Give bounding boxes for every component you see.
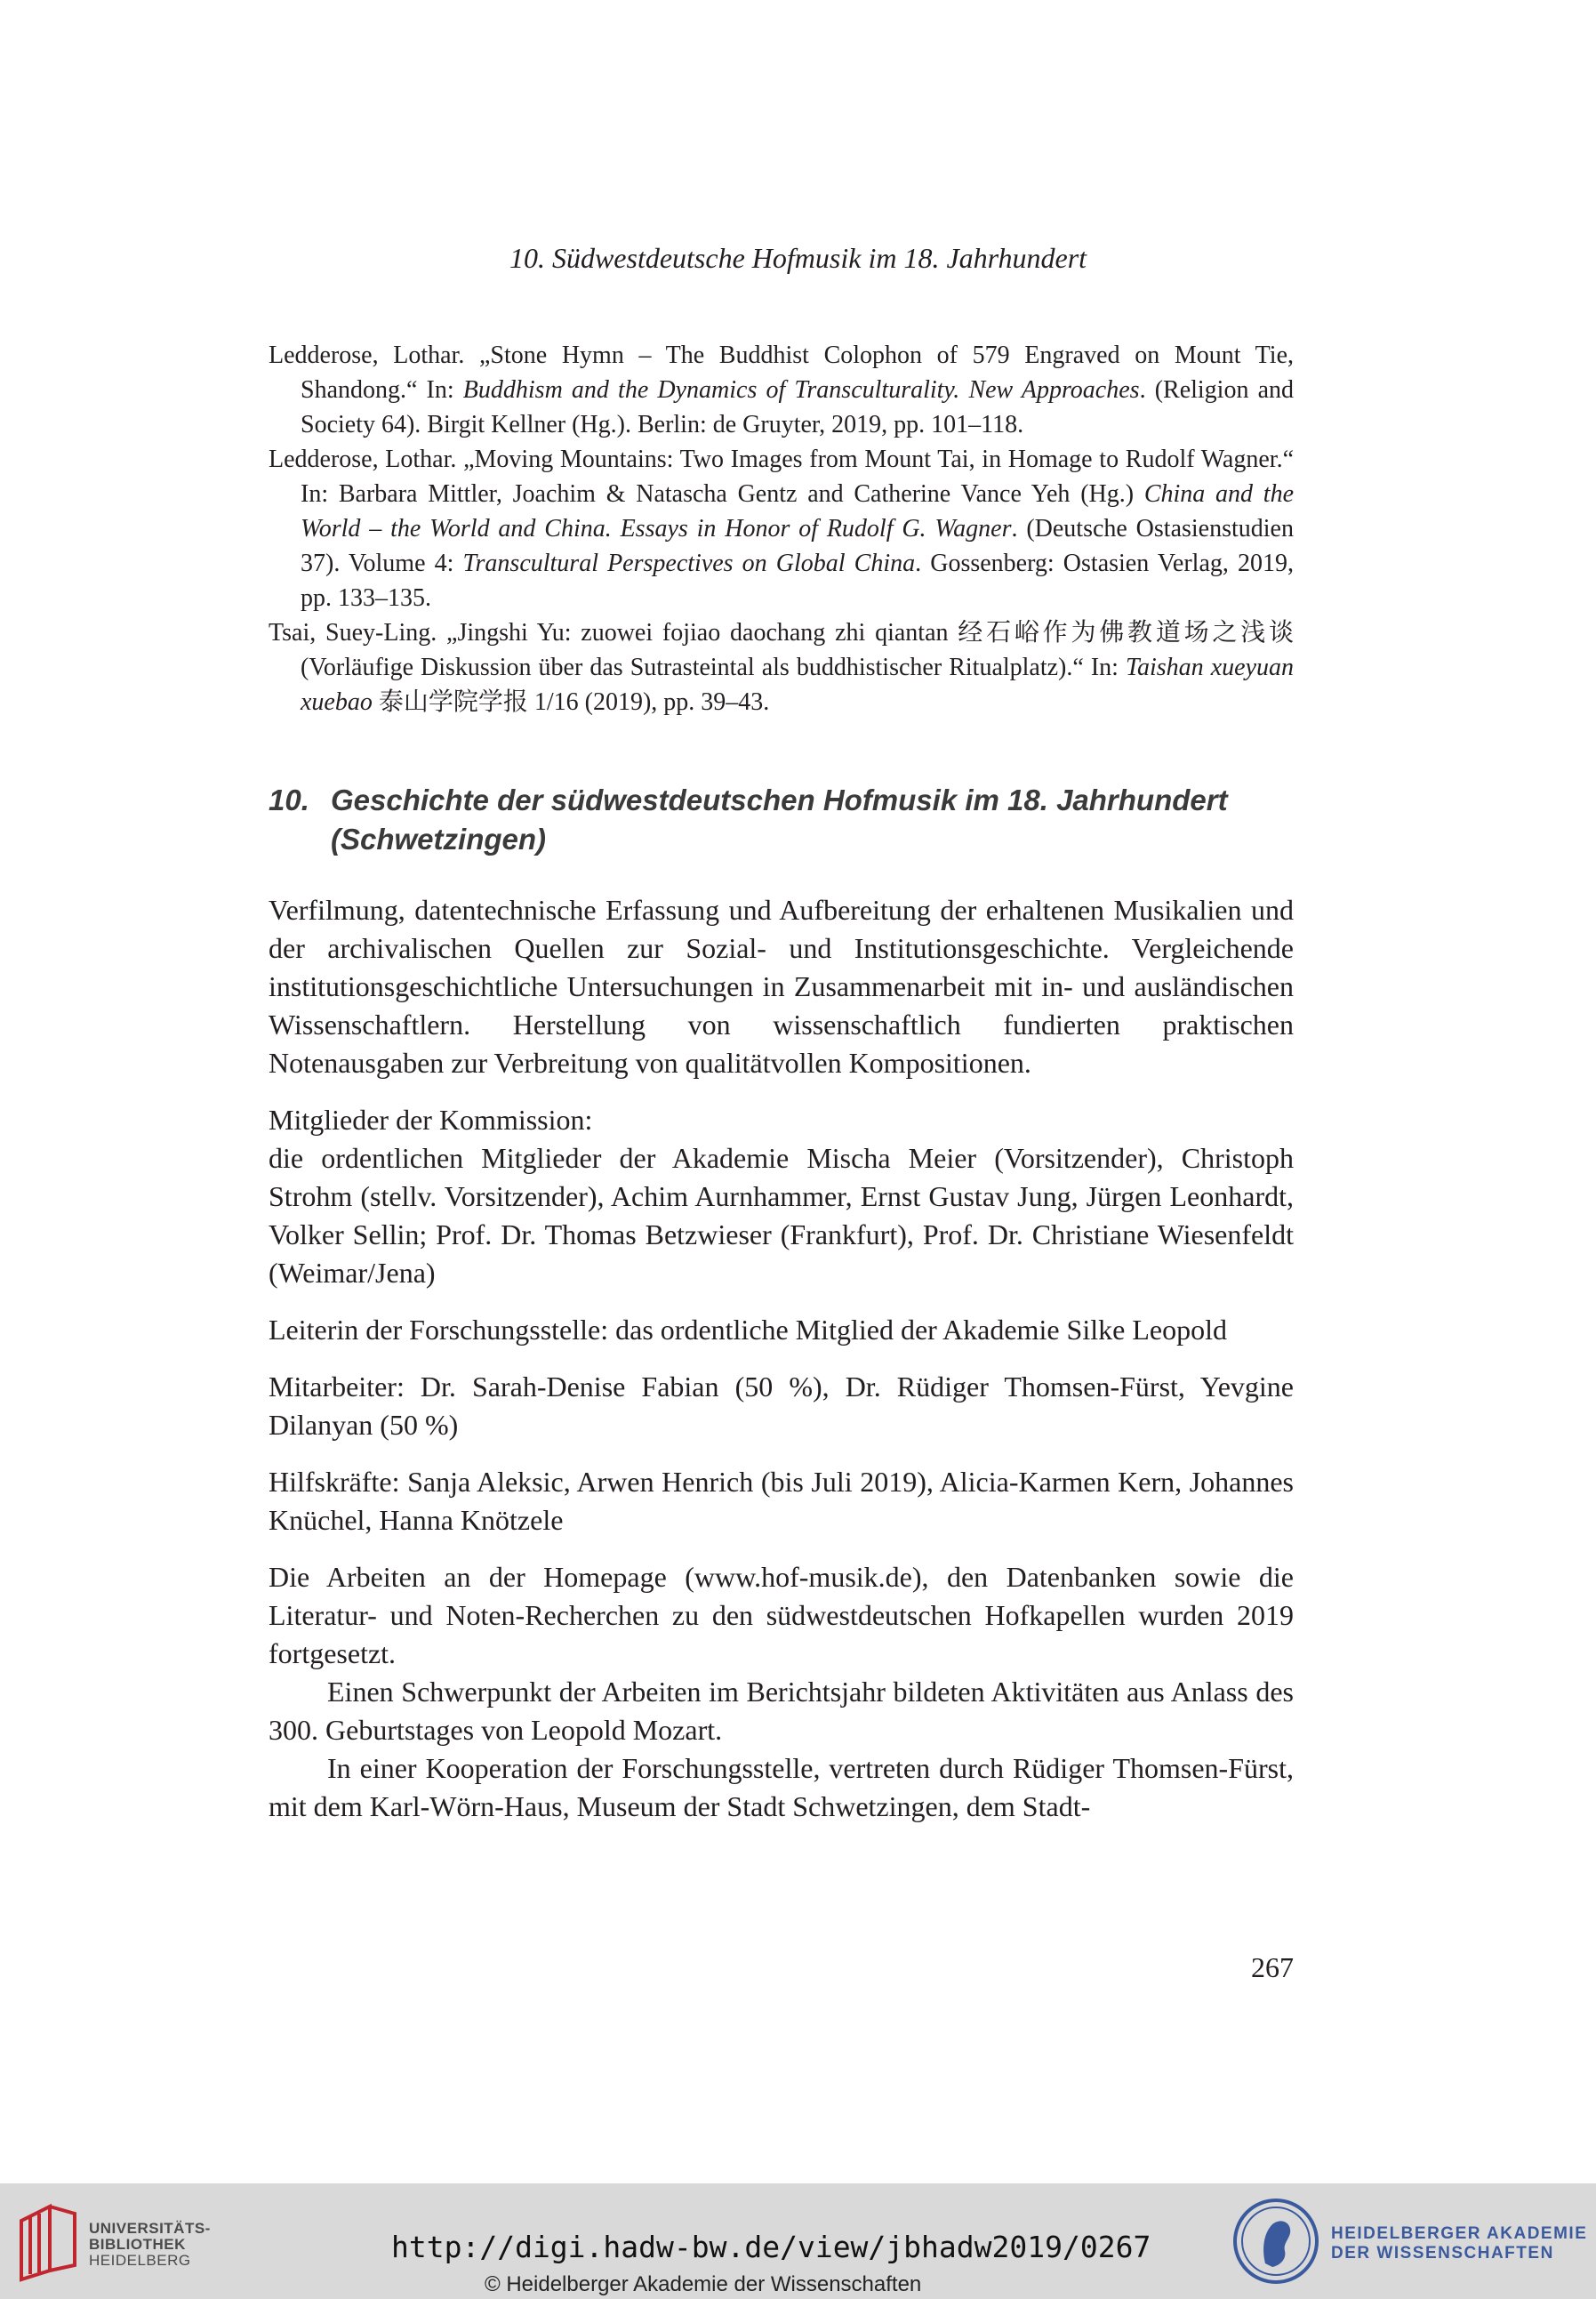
library-name-line: BIBLIOTHEK <box>89 2236 186 2253</box>
reference-text: Ledderose, Lothar. „Moving Mountains: Two Images from Mount Tai, in Homage to Rudolf Wagner.“ In: Barbara Mittler, Joachim & Natascha Gentz and Catherine Vance Yeh (Hg.) <box>269 446 1294 508</box>
reference-item <box>269 615 1294 719</box>
reference-list <box>269 338 1294 719</box>
reference-text: . Gossenberg: Ostasien Verlag, 2019, pp. 133–135. <box>301 550 1294 612</box>
source-url-link[interactable]: http://digi.hadw-bw.de/view/jbhadw2019/0267 <box>391 2230 1151 2264</box>
running-head: 10. Südwestdeutsche Hofmusik im 18. Jahrhundert <box>509 242 1087 274</box>
section-number: 10. <box>269 784 309 816</box>
paragraph: Einen Schwerpunkt der Arbeiten im Berichtsjahr bildeten Aktivitäten aus Anlass des 300. Geburtstages von Leopold Mozart. <box>269 1676 1294 1746</box>
reference-text: Ledderose, Lothar. „Stone Hymn – The Buddhist Colophon of 579 Engraved on Mount Tie, Shandong.“ In: <box>269 342 1294 404</box>
section-heading <box>269 781 1294 859</box>
academy-name <box>1331 2224 1587 2263</box>
reference-text: Tsai, Suey-Ling. „Jingshi Yu: zuowei fojiao daochang zhi qiantan 经石峪作为佛教道场之浅谈 (Vorläufige Diskussion über das Sutrasteintal als buddhistischer Ritualplatz).“ In: <box>269 619 1294 681</box>
reference-text: 泰山学院学报 1/16 (2019), pp. 39–43. <box>372 688 770 716</box>
reference-title: China and the World – the World and China. Essays in Honor of Rudolf G. Wagner <box>301 480 1295 543</box>
reference-title: Buddhism and the Dynamics of Transculturality. New Approaches <box>462 376 1140 404</box>
academy-name-line: HEIDELBERGER AKADEMIE <box>1331 2224 1588 2243</box>
academy-name-line: DER WISSENSCHAFTEN <box>1331 2244 1554 2263</box>
academy-seal-icon <box>1231 2194 1320 2288</box>
reference-text: . (Religion and Society 64). Birgit Kellner (Hg.). Berlin: de Gruyter, 2019, pp. 101–118. <box>301 376 1295 438</box>
body-text <box>269 891 1294 1826</box>
library-name <box>89 2221 211 2269</box>
members-paragraph: die ordentlichen Mitglieder der Akademie Mischa Meier (Vorsitzender), Christoph Strohm (stellv. Vorsitzender), Achim Aurnhammer, Ernst Gustav Jung, Jürgen Leonhardt, Volker Sellin; Prof. Dr. Thomas Betzwieser (Frankfurt), Prof. Dr. Christiane Wiesenfeldt (Weimar/Jena) <box>269 1142 1294 1289</box>
staff-paragraph: Mitarbeiter: Dr. Sarah-Denise Fabian (50 %), Dr. Rüdiger Thomsen-Fürst, Yevgine Dilanyan (50 %) <box>269 1371 1294 1441</box>
reference-title: Transcultural Perspectives on Global China <box>462 550 916 577</box>
library-logo-icon <box>16 2194 80 2283</box>
reference-title: Taishan xueyuan xuebao <box>301 654 1294 716</box>
library-name-line: UNIVERSITÄTS- <box>89 2220 211 2237</box>
page-number: 267 <box>1251 1951 1294 1983</box>
intro-paragraph: Verfilmung, datentechnische Erfassung und Aufbereitung der erhaltenen Musikalien und der archivalischen Quellen zur Sozial- und Institutionsgeschichte. Vergleichende institutionsgeschichtliche Untersuchungen in Zusammenarbeit mit in- und ausländischen Wissenschaftlern. Herstellung von wissenschaftlich fundierten praktischen Notenausgaben zur Verbreitung von qualitätvollen Kompositionen. <box>269 894 1294 1079</box>
members-label: Mitglieder der Kommission: <box>269 1104 593 1136</box>
head-paragraph: Leiterin der Forschungsstelle: das ordentliche Mitglied der Akademie Silke Leopold <box>269 1314 1227 1346</box>
assistants-paragraph: Hilfskräfte: Sanja Aleksic, Arwen Henrich (bis Juli 2019), Alicia-Karmen Kern, Johannes Knüchel, Hanna Knötzele <box>269 1466 1294 1536</box>
reference-text: . (Deutsche Ostasienstudien 37). Volume 4: <box>301 515 1294 577</box>
reference-item <box>269 442 1294 615</box>
reference-item <box>269 338 1294 442</box>
paragraph: Die Arbeiten an der Homepage (www.hof-musik.de), den Datenbanken sowie die Literatur- und Noten-Recherchen zu den südwestdeutschen Hofkapellen wurden 2019 fortgesetzt. <box>269 1561 1294 1669</box>
footer-bar <box>0 2183 1596 2299</box>
section-title: Geschichte der südwestdeutschen Hofmusik im 18. Jahrhundert (Schwetzingen) <box>331 784 1228 856</box>
paragraph: In einer Kooperation der Forschungsstelle, vertreten durch Rüdiger Thomsen-Fürst, mit dem Karl-Wörn-Haus, Museum der Stadt Schwetzingen, dem Stadt- <box>269 1752 1294 1822</box>
library-name-line: HEIDELBERG <box>89 2252 191 2269</box>
copyright-notice: © Heidelberger Akademie der Wissenschaften <box>485 2272 922 2296</box>
